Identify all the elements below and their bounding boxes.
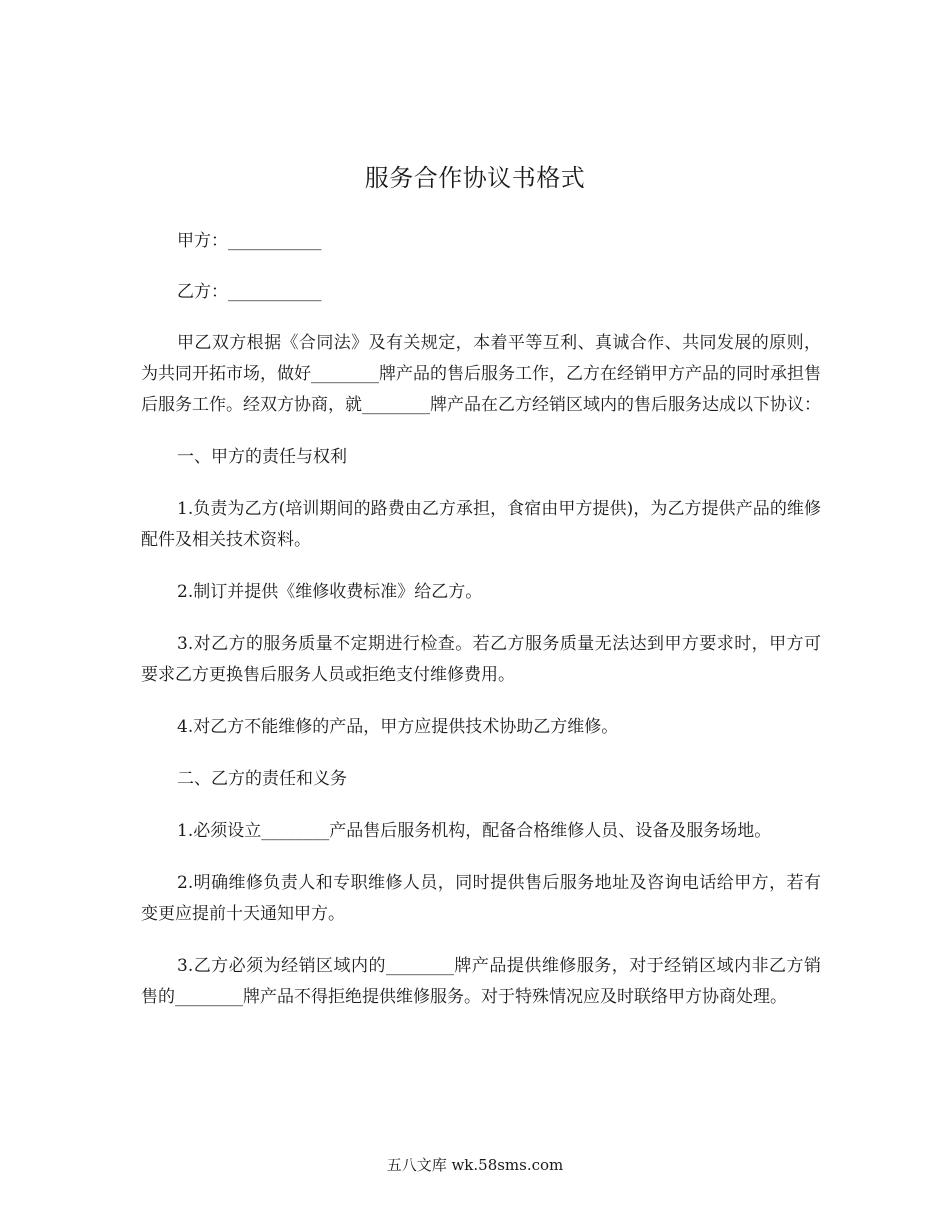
section-1-item-4: 4.对乙方不能维修的产品，甲方应提供技术协助乙方维修。 (177, 717, 619, 737)
document-body (141, 226, 821, 1034)
section-2-item-3: 3.乙方必须为经销区域内的________牌产品提供维修服务，对于经销区域内非乙方销售的________牌产品不得拒绝提供维修服务。对于特殊情况应及时联络甲方协商处理。 (141, 956, 821, 1007)
section-2-item-1: 1.必须设立________产品售后服务机构，配备合格维修人员、设备及服务场地。 (177, 821, 772, 841)
section-2-heading: 二、乙方的责任和义务 (177, 769, 347, 789)
footer-watermark: 五八文库 wk.58sms.com (386, 1156, 564, 1174)
intro-paragraph: 甲乙双方根据《合同法》及有关规定，本着平等互利、真诚合作、共同发展的原则，为共同开拓市场，做好________牌产品的售后服务工作，乙方在经销甲方产品的同时承担售后服务工作。经双方协商，就________牌产品在乙方经销区域内的售后服务达成以下协议： (141, 333, 821, 415)
section-1-item-2: 2.制订并提供《维修收费标准》给乙方。 (177, 582, 483, 602)
document-title: 服务合作协议书格式 (364, 164, 586, 192)
section-1-heading: 一、甲方的责任与权利 (177, 447, 347, 467)
party-b-line: 乙方：___________ (177, 282, 322, 302)
section-1-item-1: 1.负责为乙方(培训期间的路费由乙方承担，食宿由甲方提供)，为乙方提供产品的维修配件及相关技术资料。 (141, 499, 821, 550)
section-1-item-3: 3.对乙方的服务质量不定期进行检查。若乙方服务质量无法达到甲方要求时，甲方可要求乙方更换售后服务人员或拒绝支付维修费用。 (141, 634, 821, 685)
party-a-line: 甲方：___________ (177, 231, 322, 251)
section-2-item-2: 2.明确维修负责人和专职维修人员，同时提供售后服务地址及咨询电话给甲方，若有变更应提前十天通知甲方。 (141, 873, 821, 924)
